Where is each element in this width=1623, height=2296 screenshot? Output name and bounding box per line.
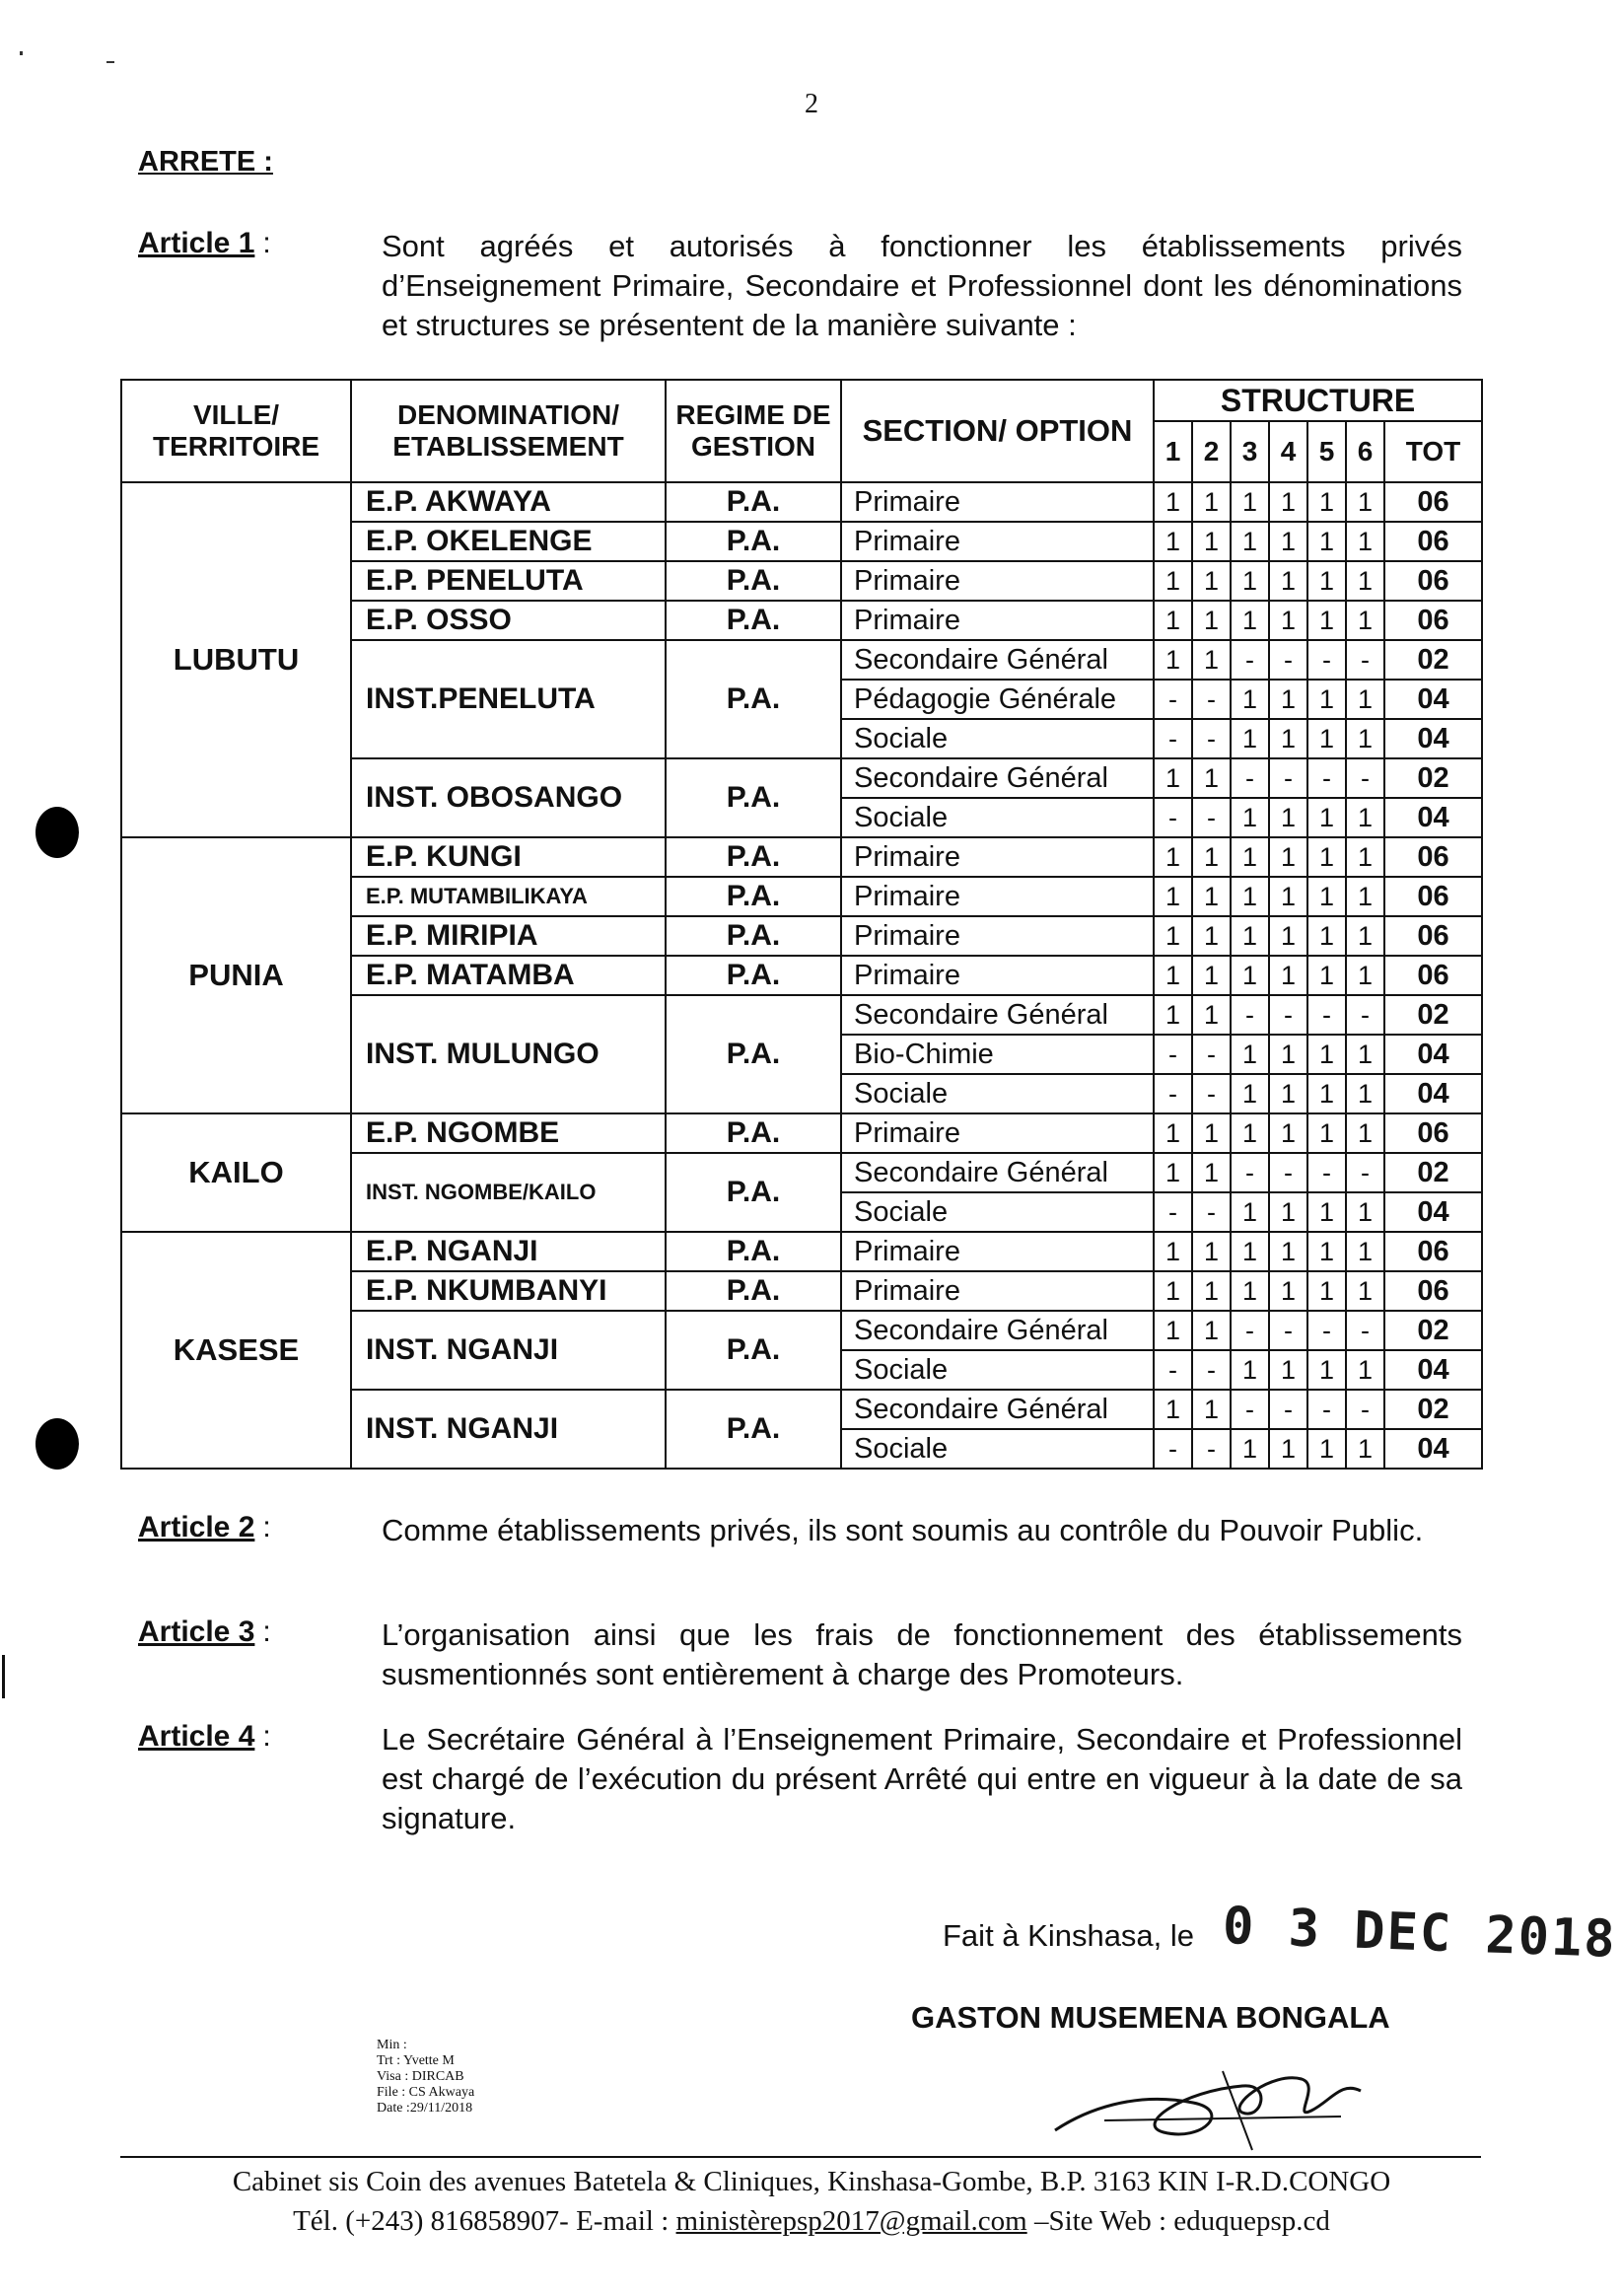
school-name-cell: E.P. OKELENGE [351,522,666,561]
level-cell: 1 [1269,601,1307,640]
level-cell: 1 [1231,719,1269,758]
level-cell: 1 [1346,916,1384,956]
level-cell: 1 [1269,719,1307,758]
level-cell: 1 [1269,561,1307,601]
level-cell: - [1154,798,1192,837]
article-4-label: Article 4 : [138,1720,271,1753]
table-row [121,837,1482,877]
level-cell: 1 [1269,482,1307,522]
level-cell: 1 [1231,1271,1269,1311]
section-cell: Primaire [841,916,1154,956]
level-cell: - [1154,1192,1192,1232]
level-cell: - [1192,798,1231,837]
level-cell: - [1307,1311,1346,1350]
level-cell: 1 [1154,1153,1192,1192]
level-cell: 1 [1154,1311,1192,1350]
level-cell: - [1346,758,1384,798]
level-cell: 1 [1307,1429,1346,1469]
section-cell: Primaire [841,1271,1154,1311]
email-link[interactable]: ministèrepsp2017@gmail.com [675,2205,1027,2237]
section-cell: Sociale [841,1429,1154,1469]
level-cell: 1 [1192,956,1231,995]
level-cell: 1 [1269,1113,1307,1153]
level-cell: - [1231,640,1269,680]
level-cell: 1 [1346,1271,1384,1311]
regime-cell: P.A. [666,956,841,995]
header-level-4: 4 [1269,421,1307,482]
total-cell: 04 [1384,1192,1482,1232]
level-cell: 1 [1307,522,1346,561]
level-cell: 1 [1307,1035,1346,1074]
level-cell: - [1192,1350,1231,1390]
total-cell: 04 [1384,680,1482,719]
level-cell: 1 [1154,1390,1192,1429]
level-cell: 1 [1346,522,1384,561]
section-cell: Secondaire Général [841,640,1154,680]
level-cell: - [1192,1074,1231,1113]
level-cell: - [1307,995,1346,1035]
school-name-cell: E.P. MIRIPIA [351,916,666,956]
level-cell: 1 [1154,601,1192,640]
level-cell: 1 [1154,640,1192,680]
level-cell: - [1346,640,1384,680]
scan-edge-mark [2,1655,5,1698]
total-cell: 06 [1384,482,1482,522]
level-cell: 1 [1307,1192,1346,1232]
total-cell: 02 [1384,640,1482,680]
header-level-1: 1 [1154,421,1192,482]
total-cell: 06 [1384,1271,1482,1311]
level-cell: - [1346,1153,1384,1192]
level-cell: 1 [1192,1153,1231,1192]
header-section: SECTION/ OPTION [841,380,1154,482]
school-name-cell: E.P. MUTAMBILIKAYA [351,877,666,916]
level-cell: 1 [1269,1192,1307,1232]
level-cell: 1 [1269,1074,1307,1113]
section-cell: Secondaire Général [841,1390,1154,1429]
city-cell: KAILO [121,1113,351,1232]
section-cell: Primaire [841,877,1154,916]
arrete-heading: ARRETE : [138,146,273,178]
header-denomination: DENOMINATION/ ETABLISSEMENT [351,380,666,482]
reference-block: Min : Trt : Yvette M Visa : DIRCAB File : CS Akwaya Date :29/11/2018 [377,2038,475,2116]
city-cell: KASESE [121,1232,351,1469]
level-cell: 1 [1231,1035,1269,1074]
level-cell: - [1269,640,1307,680]
level-cell: 1 [1231,1350,1269,1390]
section-cell: Secondaire Général [841,1153,1154,1192]
level-cell: - [1231,1153,1269,1192]
level-cell: 1 [1231,1113,1269,1153]
school-name-cell: E.P. NGANJI [351,1232,666,1271]
handwritten-signature [1045,2051,1380,2160]
level-cell: 1 [1307,837,1346,877]
level-cell: 1 [1192,1311,1231,1350]
school-name-cell: E.P. KUNGI [351,837,666,877]
table-row [121,482,1482,522]
level-cell: 1 [1307,719,1346,758]
regime-cell: P.A. [666,995,841,1113]
level-cell: - [1154,1035,1192,1074]
punch-hole [35,807,79,858]
level-cell: 1 [1192,1113,1231,1153]
school-name-cell: E.P. AKWAYA [351,482,666,522]
level-cell: 1 [1231,680,1269,719]
level-cell: 1 [1154,956,1192,995]
level-cell: 1 [1346,1074,1384,1113]
level-cell: - [1307,1390,1346,1429]
school-name-cell: INST.PENELUTA [351,640,666,758]
level-cell: 1 [1269,956,1307,995]
level-cell: - [1231,995,1269,1035]
table-row [121,1113,1482,1153]
school-name-cell: INST. OBOSANGO [351,758,666,837]
article-3-label: Article 3 : [138,1615,271,1648]
level-cell: - [1346,995,1384,1035]
total-cell: 04 [1384,1429,1482,1469]
header-level-6: 6 [1346,421,1384,482]
total-cell: 06 [1384,601,1482,640]
level-cell: 1 [1154,1271,1192,1311]
level-cell: 1 [1231,1192,1269,1232]
section-cell: Primaire [841,561,1154,601]
level-cell: 1 [1154,1232,1192,1271]
total-cell: 06 [1384,522,1482,561]
level-cell: - [1269,1390,1307,1429]
level-cell: 1 [1154,482,1192,522]
page-number: 2 [805,89,818,119]
level-cell: 1 [1154,561,1192,601]
article-2-label: Article 2 : [138,1511,271,1543]
level-cell: 1 [1269,916,1307,956]
level-cell: - [1269,995,1307,1035]
level-cell: 1 [1346,798,1384,837]
school-name-cell: INST. NGOMBE/KAILO [351,1153,666,1232]
level-cell: 1 [1192,1390,1231,1429]
section-cell: Primaire [841,956,1154,995]
regime-cell: P.A. [666,482,841,522]
section-cell: Sociale [841,798,1154,837]
section-cell: Primaire [841,1113,1154,1153]
total-cell: 06 [1384,561,1482,601]
level-cell: 1 [1269,837,1307,877]
level-cell: 1 [1154,916,1192,956]
total-cell: 04 [1384,719,1482,758]
level-cell: 1 [1154,1113,1192,1153]
level-cell: 1 [1346,956,1384,995]
level-cell: 1 [1307,877,1346,916]
city-cell: LUBUTU [121,482,351,837]
section-cell: Primaire [841,601,1154,640]
section-cell: Primaire [841,482,1154,522]
level-cell: - [1269,1311,1307,1350]
regime-cell: P.A. [666,522,841,561]
level-cell: 1 [1307,1232,1346,1271]
section-cell: Primaire [841,1232,1154,1271]
total-cell: 06 [1384,1113,1482,1153]
total-cell: 06 [1384,877,1482,916]
level-cell: 1 [1269,1232,1307,1271]
level-cell: - [1154,1350,1192,1390]
total-cell: 04 [1384,1074,1482,1113]
place-date-prefix: Fait à Kinshasa, le [943,1918,1195,1953]
section-cell: Sociale [841,1192,1154,1232]
level-cell: - [1192,719,1231,758]
regime-cell: P.A. [666,1153,841,1232]
section-cell: Secondaire Général [841,1311,1154,1350]
total-cell: 04 [1384,1350,1482,1390]
city-cell: PUNIA [121,837,351,1113]
level-cell: 1 [1231,482,1269,522]
total-cell: 04 [1384,1035,1482,1074]
level-cell: 1 [1346,601,1384,640]
punch-hole [35,1418,79,1470]
section-cell: Sociale [841,719,1154,758]
header-total: TOT [1384,421,1482,482]
establishments-table [120,379,1483,1470]
header-level-5: 5 [1307,421,1346,482]
level-cell: 1 [1192,995,1231,1035]
level-cell: 1 [1307,561,1346,601]
article-2-text: Comme établissements privés, ils sont soumis au contrôle du Pouvoir Public. [382,1513,1424,1547]
level-cell: 1 [1346,837,1384,877]
level-cell: - [1154,680,1192,719]
level-cell: - [1307,640,1346,680]
school-name-cell: INST. MULUNGO [351,995,666,1113]
total-cell: 06 [1384,1232,1482,1271]
level-cell: 1 [1346,1232,1384,1271]
footer-contact: Tél. (+243) 816858907- E-mail : ministèrepsp2017@gmail.com –Site Web : eduquepsp.cd [293,2205,1330,2237]
level-cell: 1 [1231,1074,1269,1113]
level-cell: 1 [1307,680,1346,719]
section-cell: Sociale [841,1074,1154,1113]
level-cell: 1 [1192,916,1231,956]
school-name-cell: E.P. OSSO [351,601,666,640]
regime-cell: P.A. [666,1311,841,1390]
level-cell: - [1346,1311,1384,1350]
total-cell: 02 [1384,1153,1482,1192]
total-cell: 02 [1384,995,1482,1035]
level-cell: 1 [1231,601,1269,640]
level-cell: 1 [1346,561,1384,601]
school-name-cell: E.P. PENELUTA [351,561,666,601]
school-name-cell: INST. NGANJI [351,1390,666,1469]
section-cell: Secondaire Général [841,995,1154,1035]
section-cell: Secondaire Général [841,758,1154,798]
school-name-cell: E.P. MATAMBA [351,956,666,995]
level-cell: - [1231,1311,1269,1350]
date-stamp: 0 3 DEC 2018 [1222,1897,1618,1970]
school-name-cell: INST. NGANJI [351,1311,666,1390]
level-cell: - [1307,1153,1346,1192]
level-cell: - [1269,758,1307,798]
level-cell: 1 [1154,758,1192,798]
level-cell: 1 [1269,680,1307,719]
level-cell: 1 [1192,601,1231,640]
level-cell: 1 [1192,561,1231,601]
level-cell: 1 [1192,837,1231,877]
level-cell: 1 [1192,640,1231,680]
level-cell: 1 [1346,1035,1384,1074]
level-cell: 1 [1192,758,1231,798]
level-cell: - [1154,719,1192,758]
level-cell: - [1154,1429,1192,1469]
level-cell: 1 [1192,1232,1231,1271]
regime-cell: P.A. [666,877,841,916]
scan-speck [106,61,114,63]
header-level-3: 3 [1231,421,1269,482]
level-cell: 1 [1307,956,1346,995]
level-cell: 1 [1346,719,1384,758]
level-cell: 1 [1269,877,1307,916]
level-cell: 1 [1154,877,1192,916]
level-cell: 1 [1231,522,1269,561]
level-cell: - [1231,758,1269,798]
level-cell: 1 [1346,680,1384,719]
header-level-2: 2 [1192,421,1231,482]
level-cell: - [1269,1153,1307,1192]
level-cell: 1 [1269,1035,1307,1074]
level-cell: 1 [1192,522,1231,561]
level-cell: 1 [1307,1113,1346,1153]
level-cell: 1 [1269,1271,1307,1311]
level-cell: 1 [1269,1350,1307,1390]
level-cell: 1 [1231,798,1269,837]
level-cell: - [1192,1192,1231,1232]
section-cell: Pédagogie Générale [841,680,1154,719]
regime-cell: P.A. [666,837,841,877]
level-cell: 1 [1231,877,1269,916]
school-name-cell: E.P. NGOMBE [351,1113,666,1153]
header-regime: REGIME DE GESTION [666,380,841,482]
scan-speck [20,51,23,55]
section-cell: Sociale [841,1350,1154,1390]
level-cell: 1 [1231,916,1269,956]
level-cell: 1 [1307,1271,1346,1311]
level-cell: 1 [1307,916,1346,956]
level-cell: - [1192,680,1231,719]
table-row [121,1232,1482,1271]
level-cell: - [1192,1035,1231,1074]
article-3-text: L’organisation ainsi que les frais de fonctionnement des établissements susmentionnés sont entièrement à charge des Promoteurs. [382,1617,1462,1691]
regime-cell: P.A. [666,1271,841,1311]
level-cell: 1 [1154,837,1192,877]
level-cell: 1 [1192,877,1231,916]
total-cell: 06 [1384,837,1482,877]
regime-cell: P.A. [666,1232,841,1271]
level-cell: 1 [1307,1350,1346,1390]
regime-cell: P.A. [666,916,841,956]
level-cell: - [1307,758,1346,798]
level-cell: - [1192,1429,1231,1469]
total-cell: 02 [1384,758,1482,798]
level-cell: 1 [1346,1113,1384,1153]
level-cell: 1 [1269,1429,1307,1469]
level-cell: 1 [1231,837,1269,877]
level-cell: 1 [1346,482,1384,522]
level-cell: - [1346,1390,1384,1429]
level-cell: 1 [1346,1429,1384,1469]
level-cell: 1 [1154,522,1192,561]
level-cell: 1 [1269,522,1307,561]
level-cell: 1 [1231,561,1269,601]
level-cell: 1 [1269,798,1307,837]
total-cell: 06 [1384,956,1482,995]
total-cell: 04 [1384,798,1482,837]
regime-cell: P.A. [666,758,841,837]
header-structure: STRUCTURE [1154,380,1482,421]
level-cell: 1 [1307,601,1346,640]
footer-address: Cabinet sis Coin des avenues Batetela & Cliniques, Kinshasa-Gombe, B.P. 3163 KIN I-R.D.CONGO [232,2166,1391,2197]
regime-cell: P.A. [666,1390,841,1469]
footer-divider [120,2156,1481,2158]
article-4-text: Le Secrétaire Général à l’Enseignement Primaire, Secondaire et Professionnel est chargé de l’exécution du présent Arrêté qui entre en vigueur à la date de sa signature. [382,1722,1462,1835]
level-cell: 1 [1192,1271,1231,1311]
regime-cell: P.A. [666,640,841,758]
level-cell: 1 [1307,1074,1346,1113]
level-cell: 1 [1307,798,1346,837]
section-cell: Primaire [841,522,1154,561]
level-cell: 1 [1346,1350,1384,1390]
level-cell: 1 [1231,1232,1269,1271]
school-name-cell: E.P. NKUMBANYI [351,1271,666,1311]
level-cell: 1 [1307,482,1346,522]
level-cell: 1 [1346,1192,1384,1232]
header-ville: VILLE/ TERRITOIRE [121,380,351,482]
total-cell: 06 [1384,916,1482,956]
regime-cell: P.A. [666,601,841,640]
section-cell: Bio-Chimie [841,1035,1154,1074]
level-cell: 1 [1346,877,1384,916]
section-cell: Primaire [841,837,1154,877]
regime-cell: P.A. [666,561,841,601]
total-cell: 02 [1384,1390,1482,1429]
signer-name: GASTON MUSEMENA BONGALA [911,2000,1390,2035]
level-cell: 1 [1154,995,1192,1035]
level-cell: 1 [1231,956,1269,995]
level-cell: - [1154,1074,1192,1113]
total-cell: 02 [1384,1311,1482,1350]
regime-cell: P.A. [666,1113,841,1153]
level-cell: 1 [1192,482,1231,522]
article-1-label: Article 1 : [138,227,271,259]
article-1-text: Sont agréés et autorisés à fonctionner les établissements privés d’Enseignement Primaire, Secondaire et Professionnel dont les dénominations et structures se présentent de la manière suivante : [382,229,1462,342]
level-cell: - [1231,1390,1269,1429]
level-cell: 1 [1231,1429,1269,1469]
